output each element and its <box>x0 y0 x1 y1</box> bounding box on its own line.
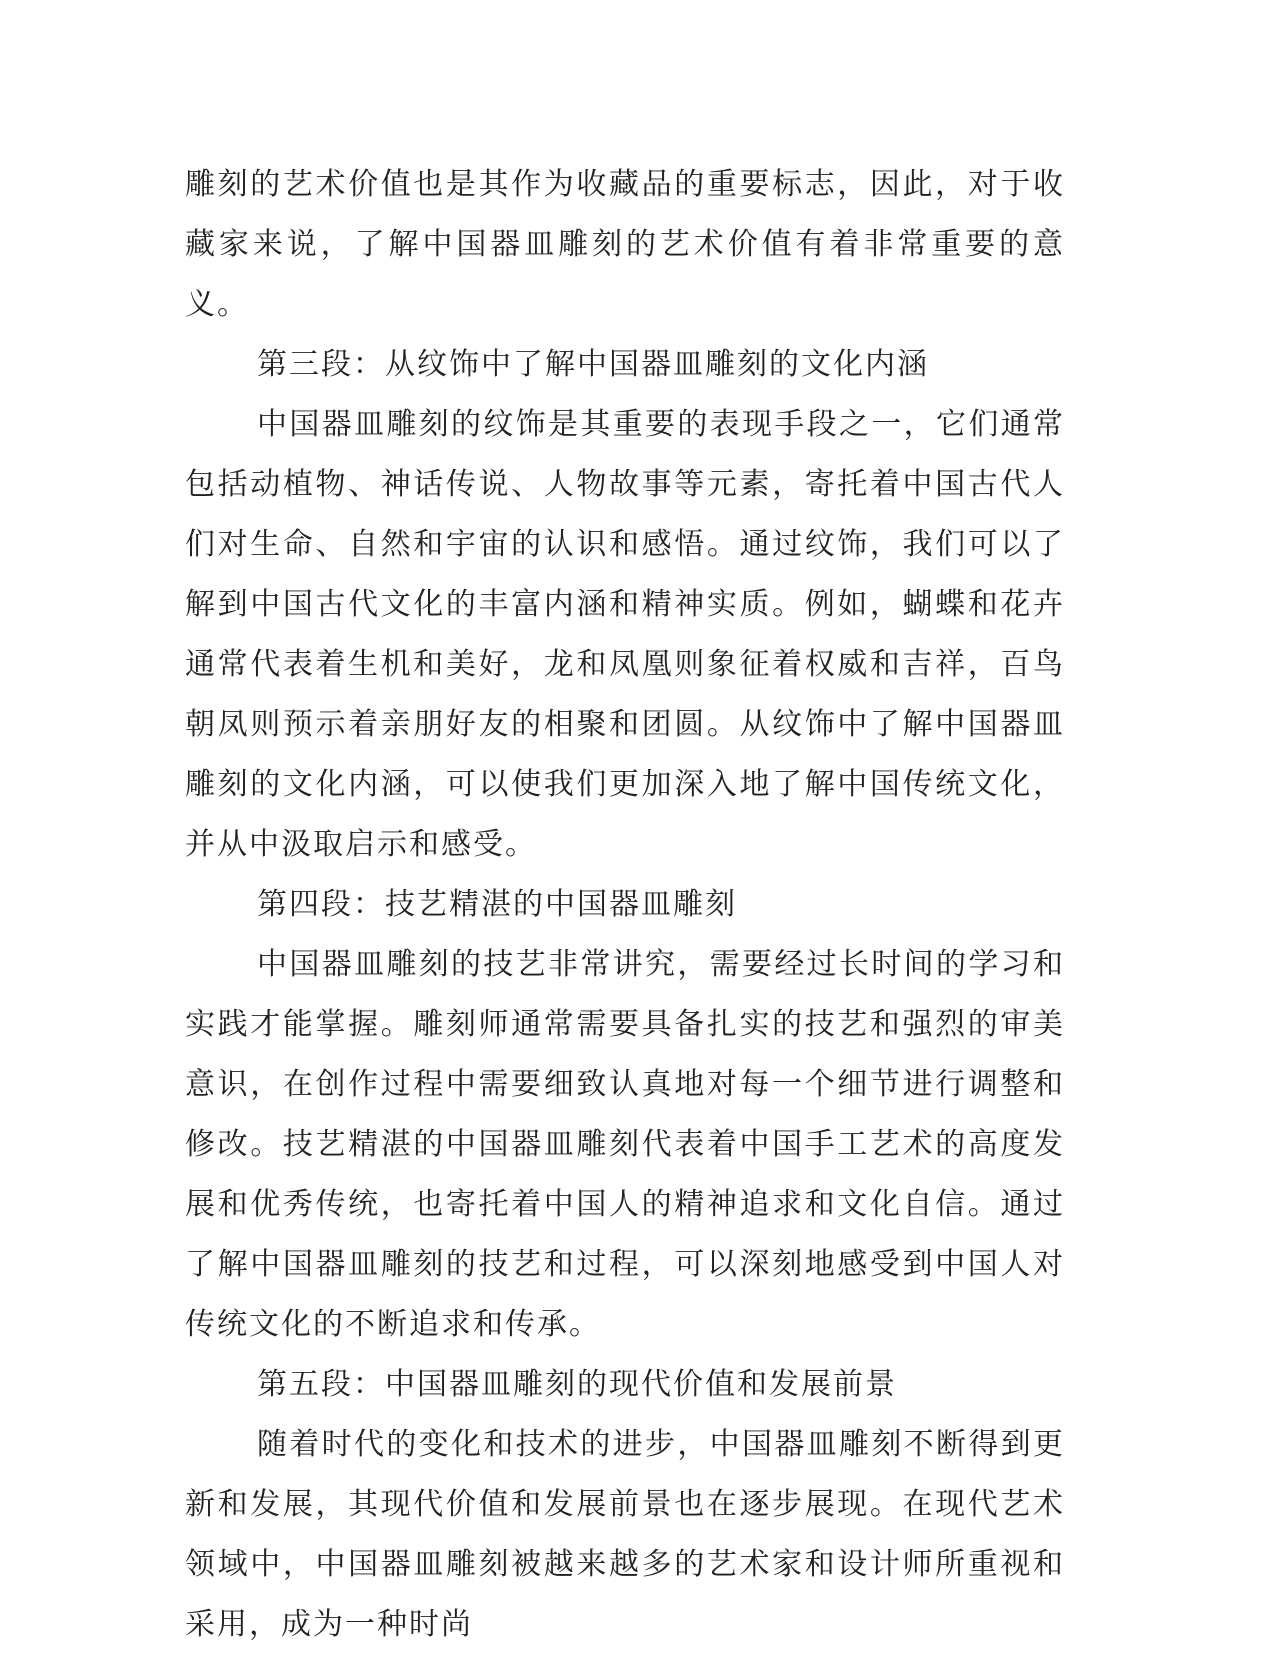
document-body <box>185 155 1065 1655</box>
paragraph-section-5: 随着时代的变化和技术的进步，中国器皿雕刻不断得到更新和发展，其现代价值和发展前景也在逐步展现。在现代艺术领域中，中国器皿雕刻被越来越多的艺术家和设计师所重视和采用，成为一种时尚 <box>185 1427 1065 1642</box>
paragraph-section-4: 中国器皿雕刻的技艺非常讲究，需要经过长时间的学习和实践才能掌握。雕刻师通常需要具备扎实的技艺和强烈的审美意识，在创作过程中需要细致认真地对每一个细节进行调整和修改。技艺精湛的中国器皿雕刻代表着中国手工艺术的高度发展和优秀传统，也寄托着中国人的精神追求和文化自信。通过了解中国器皿雕刻的技艺和过程，可以深刻地感受到中国人对传统文化的不断追求和传承。 <box>185 947 1065 1342</box>
paragraph-intro-continuation: 雕刻的艺术价值也是其作为收藏品的重要标志，因此，对于收藏家来说，了解中国器皿雕刻的艺术价值有着非常重要的意义。 <box>185 167 1065 322</box>
section-heading-4: 第四段：技艺精湛的中国器皿雕刻 <box>257 887 737 922</box>
paragraph-section-3: 中国器皿雕刻的纹饰是其重要的表现手段之一，它们通常包括动植物、神话传说、人物故事等元素，寄托着中国古代人们对生命、自然和宇宙的认识和感悟。通过纹饰，我们可以了解到中国古代文化的丰富内涵和精神实质。例如，蝴蝶和花卉通常代表着生机和美好，龙和凤凰则象征着权威和吉祥，百鸟朝凤则预示着亲朋好友的相聚和团圆。从纹饰中了解中国器皿雕刻的文化内涵，可以使我们更加深入地了解中国传统文化，并从中汲取启示和感受。 <box>185 407 1065 862</box>
section-heading-3: 第三段：从纹饰中了解中国器皿雕刻的文化内涵 <box>257 347 929 382</box>
section-heading-5: 第五段：中国器皿雕刻的现代价值和发展前景 <box>257 1367 897 1402</box>
